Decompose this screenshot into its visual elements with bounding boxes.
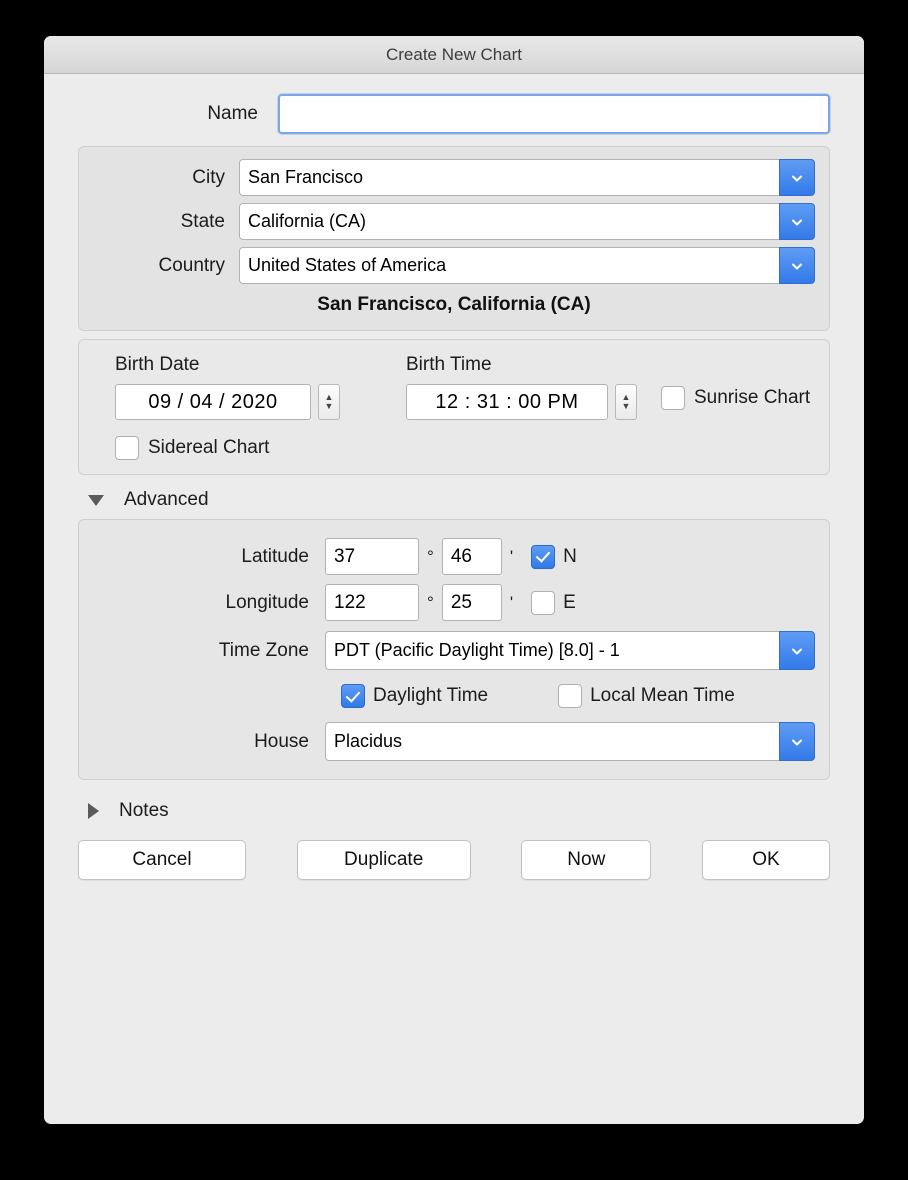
east-checkbox[interactable] bbox=[531, 591, 555, 615]
birth-time-stepper[interactable] bbox=[615, 384, 637, 420]
north-checkbox[interactable] bbox=[531, 545, 555, 569]
sunrise-chart-checkbox[interactable] bbox=[661, 386, 685, 410]
birth-date-col bbox=[115, 354, 340, 420]
sidereal-chart-checkbox[interactable] bbox=[115, 436, 139, 460]
east-label: E bbox=[563, 591, 576, 613]
house-combobox[interactable] bbox=[325, 722, 815, 761]
local-mean-time-label: Local Mean Time bbox=[590, 685, 735, 706]
birth-time-col bbox=[406, 354, 637, 420]
duplicate-button[interactable]: Duplicate bbox=[297, 840, 471, 880]
birth-date-stepper[interactable] bbox=[318, 384, 340, 420]
timezone-value[interactable]: PDT (Pacific Daylight Time) [8.0] - 1 bbox=[325, 631, 779, 670]
degree-symbol: ° bbox=[427, 592, 434, 612]
chevron-down-icon[interactable] bbox=[779, 722, 815, 761]
north-label: N bbox=[563, 545, 577, 567]
state-row bbox=[93, 203, 815, 240]
longitude-label: Longitude bbox=[225, 591, 309, 613]
city-label: City bbox=[192, 166, 225, 188]
triangle-down-icon[interactable] bbox=[88, 495, 104, 506]
house-label: House bbox=[254, 730, 309, 752]
time-options-row bbox=[341, 684, 815, 708]
degree-symbol: ° bbox=[427, 546, 434, 566]
timezone-row bbox=[93, 631, 815, 670]
birth-date-field bbox=[115, 384, 340, 420]
state-value[interactable]: California (CA) bbox=[239, 203, 779, 240]
dialog-body bbox=[44, 74, 864, 880]
birth-date-label: Birth Date bbox=[115, 354, 200, 375]
country-label: Country bbox=[158, 254, 225, 276]
advanced-disclosure[interactable] bbox=[88, 489, 864, 511]
latitude-minutes-input[interactable]: 46 bbox=[442, 538, 502, 575]
minute-symbol: ' bbox=[509, 546, 514, 566]
longitude-row bbox=[93, 584, 815, 621]
notes-label: Notes bbox=[119, 800, 169, 821]
datetime-row bbox=[93, 352, 815, 420]
advanced-label: Advanced bbox=[124, 489, 209, 510]
stepper-up-icon[interactable]: ▲ bbox=[621, 392, 631, 402]
sunrise-chart-row[interactable] bbox=[661, 386, 811, 410]
chevron-down-icon[interactable] bbox=[779, 203, 815, 240]
birth-time-input[interactable]: 12 : 31 : 00 PM bbox=[406, 384, 608, 420]
country-row bbox=[93, 247, 815, 284]
state-label: State bbox=[180, 210, 225, 232]
country-combobox[interactable] bbox=[239, 247, 815, 284]
cancel-button[interactable]: Cancel bbox=[78, 840, 246, 880]
longitude-degrees-input[interactable]: 122 bbox=[325, 584, 419, 621]
name-input[interactable] bbox=[278, 94, 830, 134]
stepper-down-icon[interactable]: ▼ bbox=[324, 401, 334, 411]
birth-time-label: Birth Time bbox=[406, 354, 492, 375]
birth-time-field bbox=[406, 384, 637, 420]
triangle-right-icon[interactable] bbox=[88, 803, 99, 819]
stepper-down-icon[interactable]: ▼ bbox=[621, 401, 631, 411]
country-value[interactable]: United States of America bbox=[239, 247, 779, 284]
local-mean-time-checkbox[interactable] bbox=[558, 684, 582, 708]
window-title: Create New Chart bbox=[385, 44, 523, 64]
city-value[interactable]: San Francisco bbox=[239, 159, 779, 196]
local-mean-time-row[interactable] bbox=[558, 684, 735, 708]
latitude-degrees-input[interactable]: 37 bbox=[325, 538, 419, 575]
latitude-label: Latitude bbox=[241, 545, 309, 567]
daylight-time-row[interactable] bbox=[341, 684, 488, 708]
city-combobox[interactable] bbox=[239, 159, 815, 196]
sidereal-chart-label: Sidereal Chart bbox=[148, 437, 270, 458]
advanced-group bbox=[78, 519, 830, 780]
chevron-down-icon[interactable] bbox=[779, 159, 815, 196]
city-row bbox=[93, 159, 815, 196]
name-label: Name bbox=[207, 103, 258, 124]
sidereal-chart-row[interactable] bbox=[93, 436, 815, 460]
latitude-row bbox=[93, 538, 815, 575]
sunrise-chart-label: Sunrise Chart bbox=[694, 387, 811, 408]
east-hemisphere-row[interactable] bbox=[531, 591, 576, 615]
now-button[interactable]: Now bbox=[521, 840, 651, 880]
notes-disclosure[interactable] bbox=[88, 800, 864, 822]
house-value[interactable]: Placidus bbox=[325, 722, 779, 761]
dialog-buttons bbox=[44, 834, 864, 880]
datetime-group bbox=[78, 339, 830, 475]
create-new-chart-dialog bbox=[44, 36, 864, 1124]
timezone-label: Time Zone bbox=[218, 639, 309, 661]
title-bar bbox=[44, 36, 864, 74]
name-row bbox=[44, 74, 864, 146]
longitude-minutes-input[interactable]: 25 bbox=[442, 584, 502, 621]
ok-button[interactable]: OK bbox=[702, 840, 830, 880]
daylight-time-checkbox[interactable] bbox=[341, 684, 365, 708]
birth-date-input[interactable]: 09 / 04 / 2020 bbox=[115, 384, 311, 420]
north-hemisphere-row[interactable] bbox=[531, 545, 577, 569]
location-summary: San Francisco, California (CA) bbox=[317, 294, 591, 315]
chevron-down-icon[interactable] bbox=[779, 631, 815, 670]
minute-symbol: ' bbox=[509, 592, 514, 612]
timezone-combobox[interactable] bbox=[325, 631, 815, 670]
location-group bbox=[78, 146, 830, 331]
chevron-down-icon[interactable] bbox=[779, 247, 815, 284]
stepper-up-icon[interactable]: ▲ bbox=[324, 392, 334, 402]
house-row bbox=[93, 722, 815, 761]
state-combobox[interactable] bbox=[239, 203, 815, 240]
daylight-time-label: Daylight Time bbox=[373, 685, 489, 706]
